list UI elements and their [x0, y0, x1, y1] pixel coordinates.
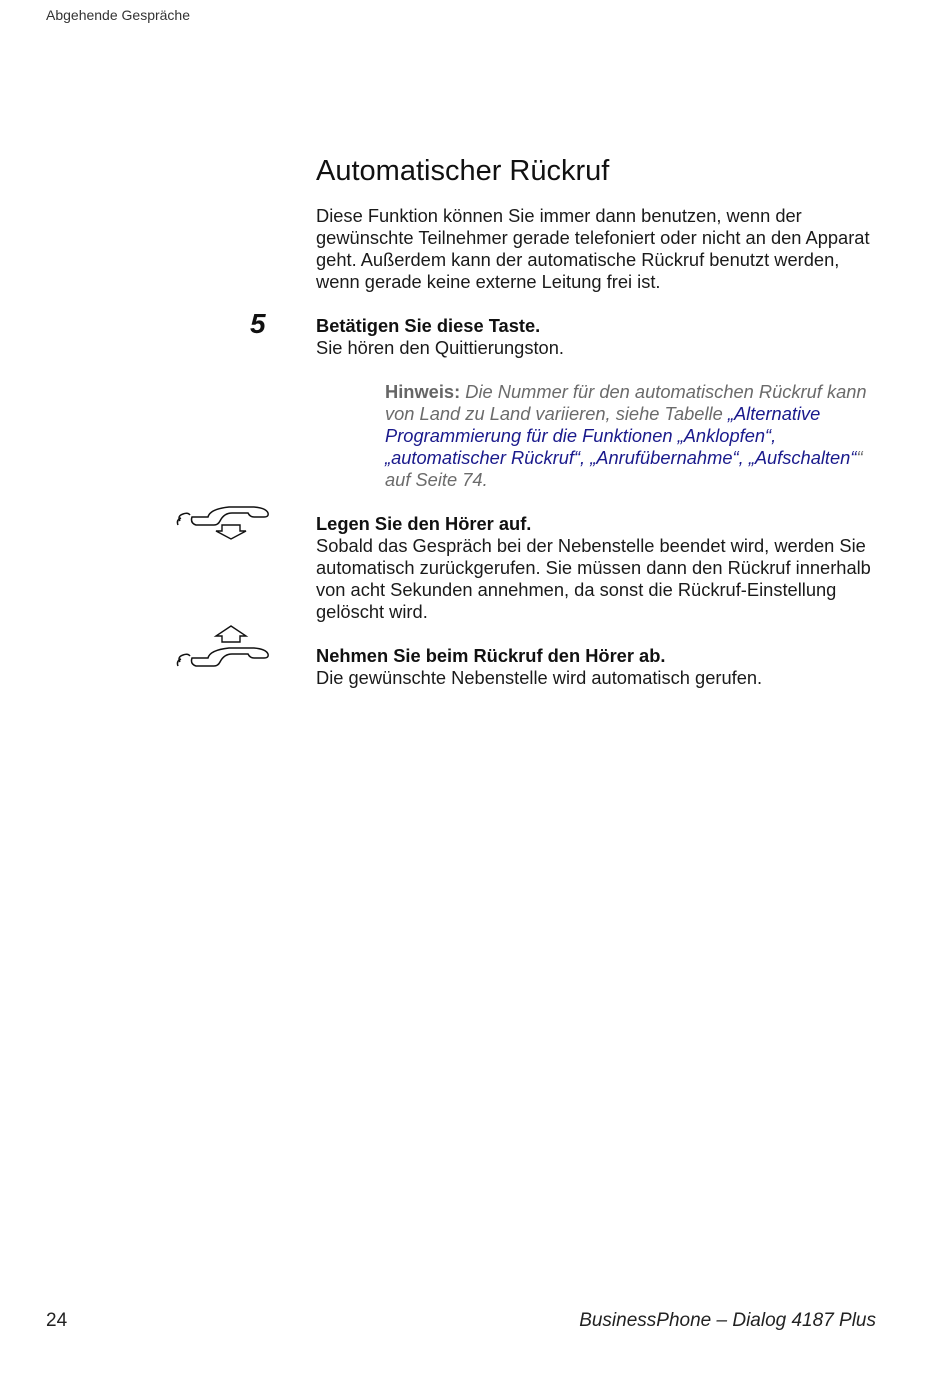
step-1-heading: Betätigen Sie diese Taste. — [316, 315, 541, 336]
handset-down-icon — [174, 503, 274, 541]
running-header: Abgehende Gespräche — [46, 7, 190, 23]
note-text: Die Nummer für den automatischen Rückruf kann von Land zu Land variieren, siehe Tabelle — [385, 381, 867, 424]
step-1 — [316, 315, 876, 359]
page-title: Automatischer Rückruf — [316, 155, 610, 187]
step-3 — [316, 645, 876, 689]
footer-title: BusinessPhone – Dialog 4187 Plus — [579, 1310, 876, 1331]
note-label: Hinweis: — [385, 381, 461, 402]
step-3-text: Die gewünschte Nebenstelle wird automatisch gerufen. — [316, 667, 763, 688]
note-suffix: “ auf Seite 74. — [385, 447, 863, 490]
note-link[interactable]: „Alternative Programmierung für die Funktionen „Anklopfen“, „automatischer Rückruf“, „Anrufübernahme“, „Aufschalten“ — [385, 403, 857, 468]
step-1-text: Sie hören den Quittierungston. — [316, 337, 564, 358]
step-2-text: Sobald das Gespräch bei der Nebenstelle beendet wird, werden Sie automatisch zurückgerufen. Sie müssen dann den Rückruf innerhalb von acht Sekunden annehmen, da sonst die Rückruf-Einstellung gelöscht wird. — [316, 535, 871, 622]
intro-paragraph: Diese Funktion können Sie immer dann benutzen, wenn der gewünschte Teilnehmer gerade telefoniert oder nicht an den Apparat geht. Außerdem kann der automatische Rückruf benutzt werden, wenn gerade keine externe Leitung frei ist. — [316, 205, 870, 292]
step-2-heading: Legen Sie den Hörer auf. — [316, 513, 532, 534]
step-3-heading: Nehmen Sie beim Rückruf den Hörer ab. — [316, 645, 666, 666]
key-5-label: 5 — [250, 308, 266, 339]
page-number: 24 — [46, 1310, 68, 1331]
handset-up-icon — [174, 624, 274, 670]
note-box — [385, 381, 885, 491]
step-2 — [316, 513, 876, 623]
